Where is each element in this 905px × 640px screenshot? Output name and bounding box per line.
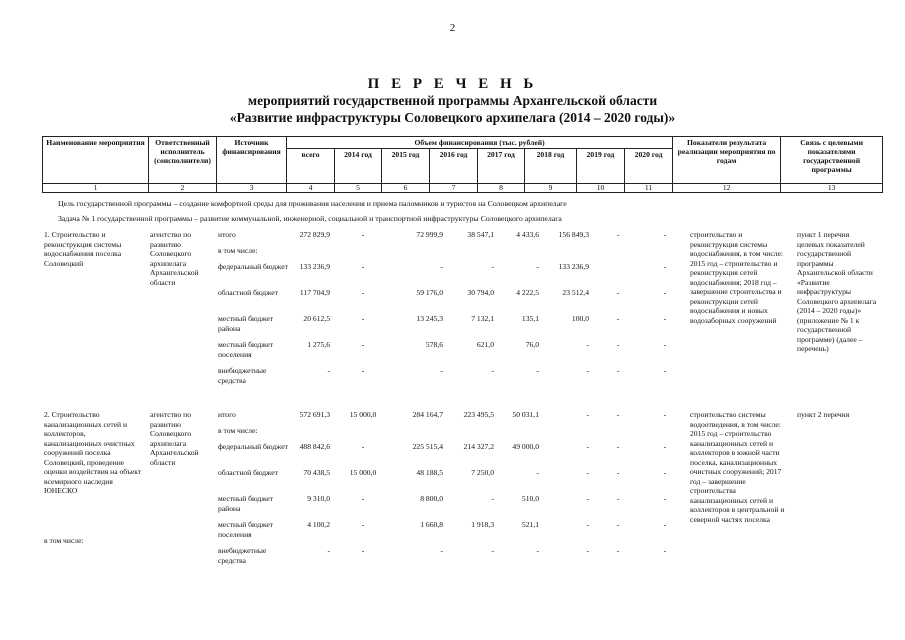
funding-value-y2015: 284 164,7 bbox=[412, 410, 443, 419]
funding-value-y2020: - bbox=[663, 546, 667, 555]
funding-value-y2016: 621,0 bbox=[476, 340, 494, 349]
funding-source: местный бюджет района bbox=[218, 494, 274, 513]
col-number: 3 bbox=[217, 184, 287, 193]
col-2018: 2018 год bbox=[525, 149, 577, 184]
funding-value-y2020: - bbox=[663, 520, 667, 529]
funding-value-total: 9 310,0 bbox=[307, 494, 330, 503]
funding-value-y2015: 225 515,4 bbox=[412, 442, 443, 451]
funding-value-total: 4 100,2 bbox=[307, 520, 330, 529]
col-number: 5 bbox=[335, 184, 382, 193]
funding-source: областной бюджет bbox=[218, 468, 278, 477]
funding-source: местный бюджет поселения bbox=[218, 520, 274, 539]
funding-value-y2018: - bbox=[586, 520, 589, 529]
target-link: пункт 2 перечня bbox=[797, 410, 850, 419]
funding-value-y2017: - bbox=[536, 366, 539, 375]
col-2014: 2014 год bbox=[335, 149, 382, 184]
funding-value-y2016: - bbox=[491, 262, 494, 271]
funding-value-y2018: - bbox=[586, 468, 589, 477]
col-2016: 2016 год bbox=[430, 149, 478, 184]
funding-value-y2017: - bbox=[536, 262, 539, 271]
funding-value-y2017: 76,0 bbox=[525, 340, 539, 349]
funding-source: местный бюджет района bbox=[218, 314, 274, 333]
funding-value-y2020: - bbox=[663, 288, 667, 297]
funding-value-total: 272 829,9 bbox=[299, 230, 330, 239]
result-indicator: строительство системы водоотведения, в том числе: 2015 год – строительство канализационных сетей и коллекторов в южной части поселка, канализационных очистных сооружений; 2017 год – завершение строительства канализационных сетей и коллекторов в центральной и северной частях поселка bbox=[690, 410, 785, 524]
funding-value-y2015: - bbox=[440, 366, 443, 375]
funding-value-y2014: - bbox=[361, 288, 365, 297]
funding-value-y2019: - bbox=[616, 494, 620, 503]
col-number: 11 bbox=[625, 184, 673, 193]
funding-value-y2014: - bbox=[361, 340, 365, 349]
funding-value-total: 133 236,9 bbox=[299, 262, 330, 271]
funding-value-y2018: - bbox=[586, 546, 589, 555]
funding-source: в том числе: bbox=[218, 246, 258, 255]
funding-value-y2020: - bbox=[663, 442, 667, 451]
funding-value-y2018: - bbox=[586, 340, 589, 349]
funding-value-y2019: - bbox=[616, 288, 620, 297]
funding-value-y2019: - bbox=[616, 366, 620, 375]
funding-value-y2017: 510,0 bbox=[521, 494, 539, 503]
document-title: П Е Р Е Ч Е Н Ь bbox=[367, 76, 538, 92]
funding-value-y2014: 15 000,0 bbox=[349, 410, 377, 419]
funding-value-total: 572 691,3 bbox=[299, 410, 330, 419]
funding-value-total: 488 842,6 bbox=[299, 442, 330, 451]
funding-value-y2020: - bbox=[663, 410, 667, 419]
funding-value-total: 117 704,9 bbox=[299, 288, 330, 297]
responsible-executor: агентство по развитию Соловецкого архипелага Архангельской области bbox=[150, 410, 199, 467]
funding-value-y2014: - bbox=[361, 546, 365, 555]
col-number: 10 bbox=[577, 184, 625, 193]
funding-value-y2014: - bbox=[361, 314, 365, 323]
funding-value-y2015: 59 176,0 bbox=[416, 288, 443, 297]
funding-value-y2019: - bbox=[616, 230, 620, 239]
funding-value-y2017: 521,1 bbox=[521, 520, 539, 529]
funding-value-y2016: 7 250,0 bbox=[471, 468, 494, 477]
funding-value-y2017: - bbox=[536, 546, 539, 555]
funding-value-y2018: 133 236,9 bbox=[558, 262, 589, 271]
col-name: Наименование мероприятия bbox=[43, 137, 149, 184]
funding-value-y2018: 100,0 bbox=[571, 314, 589, 323]
funding-value-y2017: 4 222,5 bbox=[516, 288, 539, 297]
funding-value-y2016: 214 327,2 bbox=[463, 442, 494, 451]
funding-value-y2015: 1 660,8 bbox=[420, 520, 443, 529]
funding-value-y2014: - bbox=[361, 262, 365, 271]
col-number: 1 bbox=[43, 184, 149, 193]
col-2020: 2020 год bbox=[625, 149, 673, 184]
col-number: 13 bbox=[781, 184, 883, 193]
funding-value-y2020: - bbox=[663, 314, 667, 323]
funding-source: местный бюджет поселения bbox=[218, 340, 274, 359]
funding-value-y2016: 38 547,1 bbox=[467, 230, 494, 239]
funding-value-y2015: 72 999,9 bbox=[416, 230, 443, 239]
funding-value-y2016: - bbox=[491, 494, 494, 503]
funding-value-y2014: - bbox=[361, 494, 365, 503]
target-link: пункт 1 перечня целевых показателей государственной программы Архангельской области «Развитие инфраструктуры Соловецкого архипелага (2014 – 2020 годы)» (приложение № 1 к государственной программе) (далее – перечень) bbox=[797, 230, 877, 353]
col-2017: 2017 год bbox=[478, 149, 525, 184]
col-link: Связь с целевыми показателями государственной программы bbox=[781, 137, 883, 184]
funding-value-y2016: 30 794,0 bbox=[467, 288, 494, 297]
col-number: 8 bbox=[478, 184, 525, 193]
result-indicator: строительство и реконструкция системы водоснабжения, в том числе: 2015 год – строительство и реконструкция сетей водоснабжения; 2018 год – завершение строительства и реконструкции сетей водоснабжения и новых водозаборных сооружений bbox=[690, 230, 783, 325]
funding-value-y2020: - bbox=[663, 468, 667, 477]
funding-value-y2014: 15 000,0 bbox=[349, 468, 377, 477]
funding-value-y2016: - bbox=[491, 546, 494, 555]
program-name: «Развитие инфраструктуры Соловецкого архипелага (2014 – 2020 годы)» bbox=[229, 110, 676, 125]
col-responsible: Ответственный исполнитель (соисполнители) bbox=[149, 137, 217, 184]
col-number: 9 bbox=[525, 184, 577, 193]
col-number: 6 bbox=[382, 184, 430, 193]
col-funding: Объем финансирования (тыс. рублей) bbox=[287, 137, 673, 149]
funding-value-y2017: 4 433,6 bbox=[516, 230, 539, 239]
funding-value-y2020: - bbox=[663, 262, 667, 271]
col-2015: 2015 год bbox=[382, 149, 430, 184]
funding-value-y2017: 49 000,0 bbox=[512, 442, 539, 451]
funding-value-y2015: 48 188,5 bbox=[416, 468, 443, 477]
funding-value-y2015: 8 800,0 bbox=[420, 494, 443, 503]
funding-value-y2018: 156 849,3 bbox=[558, 230, 589, 239]
funding-value-y2016: 223 495,5 bbox=[463, 410, 494, 419]
funding-value-y2014: - bbox=[361, 366, 365, 375]
col-2019: 2019 год bbox=[577, 149, 625, 184]
funding-value-y2020: - bbox=[663, 230, 667, 239]
funding-value-y2017: 50 031,1 bbox=[512, 410, 539, 419]
funding-value-y2020: - bbox=[663, 494, 667, 503]
funding-value-y2014: - bbox=[361, 230, 365, 239]
program-task: Задача № 1 государственной программы – развитие коммунальной, инженерной, социальной и транспортной инфраструктуры Соловецкого архипелага bbox=[58, 214, 562, 223]
document-subtitle: мероприятий государственной программы Архангельской области bbox=[247, 93, 658, 108]
funding-value-y2019: - bbox=[616, 340, 620, 349]
funding-source: федеральный бюджет bbox=[218, 442, 288, 451]
funding-value-total: 20 612,5 bbox=[303, 314, 330, 323]
funding-source: итого bbox=[218, 230, 236, 239]
activity-name-note: в том числе: bbox=[44, 536, 84, 545]
funding-value-y2018: - bbox=[586, 442, 589, 451]
activity-name: 1. Строительство и реконструкция системы водоснабжения поселка Соловецкий bbox=[44, 230, 122, 268]
funding-value-y2019: - bbox=[616, 520, 620, 529]
funding-value-y2015: 13 245,3 bbox=[416, 314, 443, 323]
funding-value-y2016: - bbox=[491, 366, 494, 375]
col-total: всего bbox=[287, 149, 335, 184]
funding-value-y2019: - bbox=[616, 442, 620, 451]
funding-source: итого bbox=[218, 410, 236, 419]
funding-source: областной бюджет bbox=[218, 288, 278, 297]
funding-value-y2016: 7 132,1 bbox=[471, 314, 494, 323]
activity-name: 2. Строительство канализационных сетей и коллекторов, канализационных очистных сооружений поселка Соловецкий, проведение оценки воздействия на объект всемирного наследия ЮНЕСКО bbox=[44, 410, 142, 495]
col-number: 4 bbox=[287, 184, 335, 193]
funding-value-y2020: - bbox=[663, 366, 667, 375]
funding-value-total: - bbox=[327, 546, 330, 555]
col-number: 12 bbox=[673, 184, 781, 193]
col-number: 7 bbox=[430, 184, 478, 193]
table-header bbox=[42, 136, 883, 193]
funding-value-y2019: - bbox=[616, 468, 620, 477]
page-number: 2 bbox=[449, 22, 456, 34]
funding-value-y2014: - bbox=[361, 442, 365, 451]
col-indicators: Показатели результата реализации мероприятия по годам bbox=[673, 137, 781, 184]
funding-value-y2017: - bbox=[536, 468, 539, 477]
col-source: Источник финансирования bbox=[217, 137, 287, 184]
funding-value-y2016: 1 918,3 bbox=[471, 520, 494, 529]
program-goal: Цель государственной программы – создание комфортной среды для проживания населения и приема паломников и туристов на Соловецком архипелаге bbox=[58, 199, 567, 208]
funding-value-y2014: - bbox=[361, 520, 365, 529]
funding-source: федеральный бюджет bbox=[218, 262, 288, 271]
funding-value-y2015: - bbox=[440, 262, 443, 271]
funding-value-y2015: 578,6 bbox=[425, 340, 443, 349]
funding-value-y2020: - bbox=[663, 340, 667, 349]
funding-source: в том числе: bbox=[218, 426, 258, 435]
funding-value-total: - bbox=[327, 366, 330, 375]
funding-source: внебюджетные средства bbox=[218, 546, 267, 565]
funding-value-total: 70 438,5 bbox=[303, 468, 330, 477]
funding-value-y2018: - bbox=[586, 366, 589, 375]
col-number: 2 bbox=[149, 184, 217, 193]
funding-value-y2018: 23 512,4 bbox=[562, 288, 589, 297]
funding-value-y2018: - bbox=[586, 494, 589, 503]
funding-value-total: 1 275,6 bbox=[307, 340, 330, 349]
funding-value-y2019: - bbox=[616, 546, 620, 555]
funding-value-y2019: - bbox=[616, 410, 620, 419]
funding-value-y2019: - bbox=[616, 314, 620, 323]
funding-source: внебюджетные средства bbox=[218, 366, 267, 385]
funding-value-y2017: 135,1 bbox=[521, 314, 539, 323]
responsible-executor: агентство по развитию Соловецкого архипелага Архангельской области bbox=[150, 230, 199, 287]
funding-value-y2015: - bbox=[440, 546, 443, 555]
funding-value-y2018: - bbox=[586, 410, 589, 419]
